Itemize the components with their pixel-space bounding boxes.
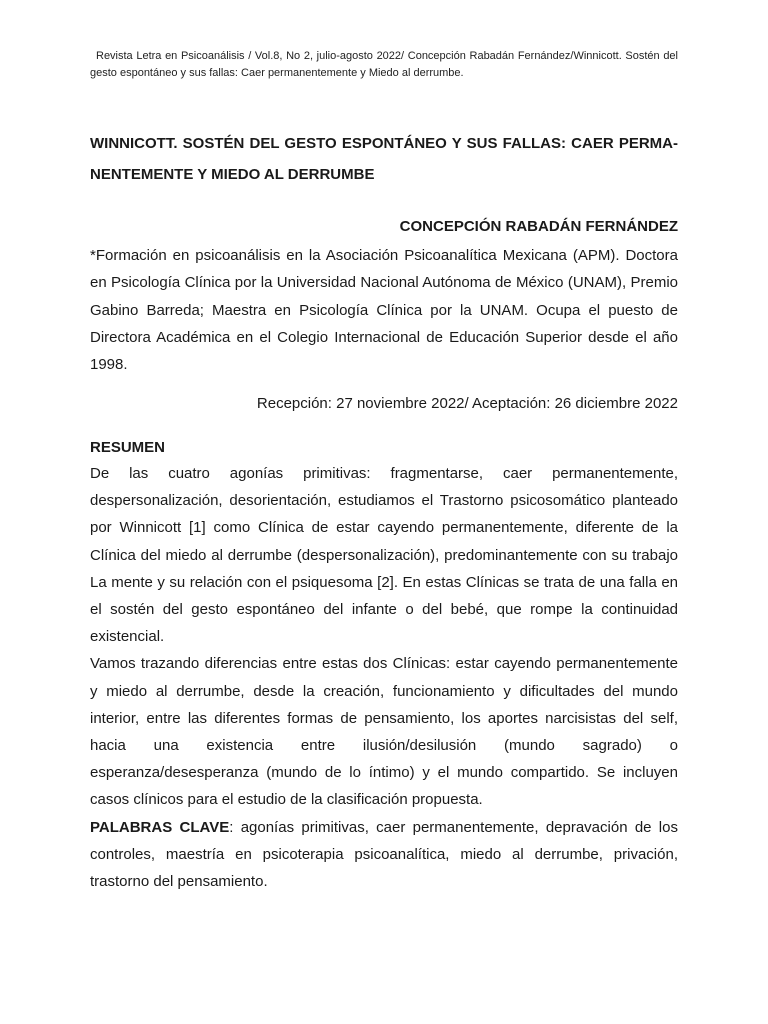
author-bio: *Formación en psicoanálisis en la Asociación Psicoanalítica Mexicana (APM). Doctora en Psicología Clínica por la Universidad Nacional Autónoma de México (UNAM), Premio Gabino Barreda; Maestra en Psicología Clínica por la UNAM. Ocupa el puesto de Directora Académica en el Colegio Internacional de Educación Superior desde el año 1998. bbox=[90, 247, 678, 374]
abstract-paragraph-2: Vamos trazando diferencias entre estas dos Clínicas: estar cayendo permanentemente y miedo al derrumbe, desde la creación, funcionamiento y dificultades del mundo interior, entre las diferentes formas de pensamiento, los aportes narcisistas del self, hacia una existencia entre ilusión/desilusión (mundo sagrado) o esperanza/desesperanza (mundo de lo íntimo) y el mundo compartido. Se incluyen casos clínicos para el estudio de la clasificación propuesta. bbox=[90, 655, 678, 809]
abstract-paragraph-1: De las cuatro agonías primitivas: fragmentarse, caer permanentemente, despersonalización, desorientación, estudiamos el Trastorno psicosomático planteado por Winnicott [1] como Clínica de estar cayendo permanentemente, diferente de la Clínica del miedo al derrumbe (despersonalización), predominantemente con su trabajo La mente y su relación con el psiquesoma [2]. En estas Clínicas se trata de una falla en el sostén del gesto espontáneo del infante o del bebé, que rompe la continuidad existencial. bbox=[90, 465, 678, 646]
reception-acceptance-dates: Recepción: 27 noviembre 2022/ Aceptación: 26 diciembre 2022 bbox=[256, 395, 678, 412]
keywords-text: : agonías primitivas, caer permanentemente, depravación de los controles, maestría en psicoterapia psicoanalítica, miedo al derrumbe, privación, trastorno del pensamiento. bbox=[90, 818, 678, 891]
keywords-label: PALABRAS CLAVE bbox=[90, 818, 230, 836]
abstract-body bbox=[90, 460, 678, 895]
abstract-heading: RESUMEN bbox=[90, 439, 166, 456]
keywords-paragraph bbox=[90, 814, 678, 896]
author-name: CONCEPCIÓN RABADÁN FERNÁNDEZ bbox=[399, 218, 678, 235]
article-title: WINNICOTT. SOSTÉN DEL GESTO ESPONTÁNEO Y SUS FALLAS: CAER PERMA-NENTEMENTE Y MIEDO AL DERRUMBE bbox=[90, 135, 678, 183]
running-header: Revista Letra en Psicoanálisis / Vol.8, No 2, julio-agosto 2022/ Concepción Rabadán Fernández/Winnicott. Sostén del gesto espontáneo y sus fallas: Caer permanentemente y Miedo al derrumbe. bbox=[90, 50, 678, 79]
